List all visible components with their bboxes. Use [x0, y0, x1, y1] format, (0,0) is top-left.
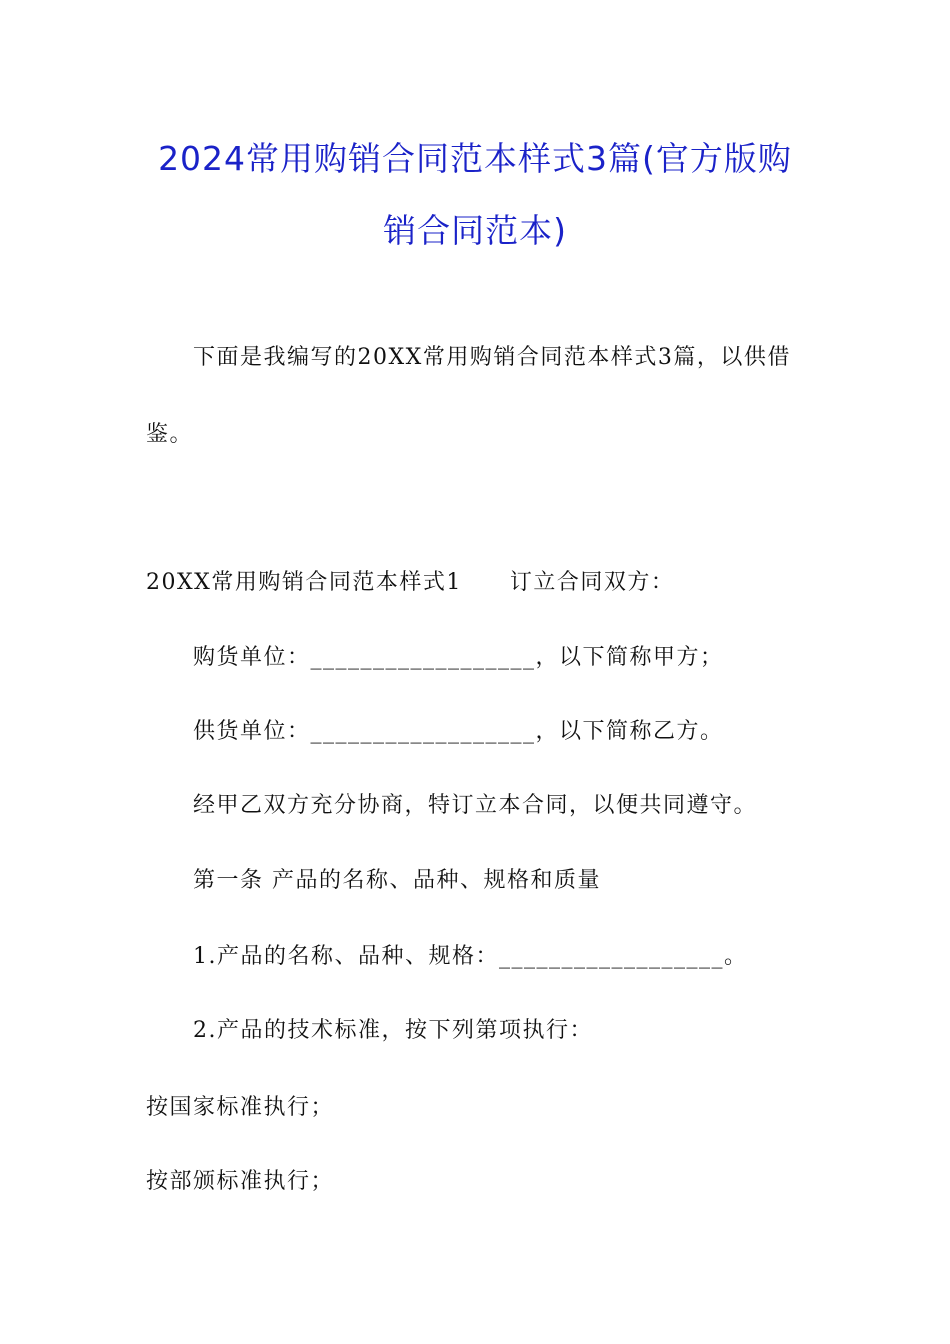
document-title-line-1: 2024常用购销合同范本样式3篇(官方版购 [158, 139, 792, 178]
article-1-heading: 第一条 产品的名称、品种、规格和质量 [193, 868, 601, 893]
article-1-item-1: 1.产品的名称、品种、规格：__________________。 [193, 944, 748, 969]
seller-line: 供货单位：__________________，以下简称乙方。 [193, 719, 724, 744]
buyer-line: 购货单位：__________________，以下简称甲方； [193, 645, 724, 670]
section-heading [146, 568, 674, 598]
standard-option-ministry: 按部颁标准执行； [146, 1169, 335, 1194]
standard-option-national: 按国家标准执行； [146, 1095, 335, 1120]
intro-paragraph-line-1: 下面是我编写的20XX常用购销合同范本样式3篇，以供借 [193, 345, 791, 370]
intro-paragraph-line-2: 鉴。 [146, 422, 194, 447]
document-title-line-2: 销合同范本) [383, 211, 567, 250]
agreement-line: 经甲乙双方充分协商，特订立本合同，以便共同遵守。 [193, 793, 758, 818]
section-title: 20XX常用购销合同范本样式1 [146, 570, 462, 595]
article-1-item-2: 2.产品的技术标准，按下列第项执行： [193, 1018, 593, 1043]
contract-parties-label: 订立合同双方： [509, 570, 675, 595]
